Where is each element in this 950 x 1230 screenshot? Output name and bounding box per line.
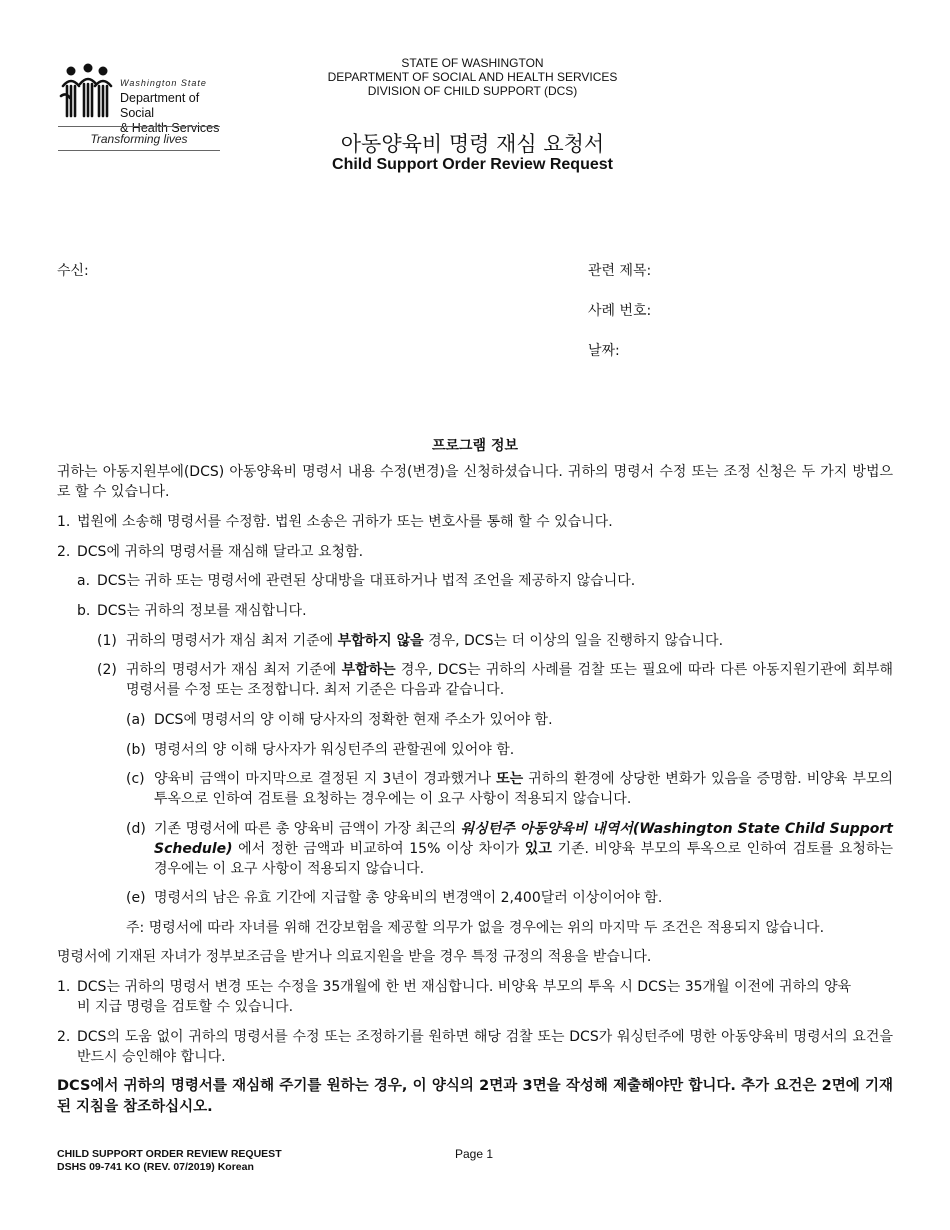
criterion-met: 귀하의 명령서가 재심 최저 기준에 부합하는 경우, DCS는 귀하의 사례를 검찰 또는 필요에 따라 다른 아동지원기관에 회부해 명령서를 수정 또는 조정합니다. 최저 기준은 다음과 같습니다. — [126, 662, 893, 698]
date-label: 날짜: — [588, 343, 620, 359]
criterion-d: 기존 명령서에 따른 총 양육비 금액이 가장 최근의 워싱턴주 아동양육비 내역서(Washington State Child Support Schedule) 에서 정한 금액과 비교하여 15% 이상 차이가 있고 기존. 비양육 부모의 투옥으로 인하여 검토를 요청하는 경우에는 이 요구 사항이 적용되지 않습니다. — [154, 821, 893, 877]
to-label: 수신: — [57, 263, 89, 279]
logo-department-text: Department of Social & Health Services — [120, 91, 220, 135]
criterion-e: 명령서의 남은 유효 기간에 지급할 총 양육비의 변경액이 2,400달러 이상이어야 함. — [154, 890, 663, 906]
criterion-a: DCS에 명령서의 양 이해 당사자의 정확한 현재 주소가 있어야 함. — [154, 712, 553, 728]
health-insurance-note: 주: 명령서에 따라 자녀를 위해 건강보험을 제공할 의무가 없을 경우에는 위의 마지막 두 조건은 적용되지 않습니다. — [126, 920, 825, 936]
list-item-court: 법원에 소송해 명령서를 수정함. 법원 소송은 귀하가 또는 변호사를 통해 할 수 있습니다. — [77, 514, 613, 530]
subject-label: 관련 제목: — [588, 263, 652, 279]
list-marker: (b) — [126, 742, 146, 758]
list-marker: (1) — [97, 633, 117, 649]
program-info-heading: 프로그램 정보 — [431, 438, 519, 454]
list-marker: (e) — [126, 890, 146, 906]
form-title-english: Child Support Order Review Request — [332, 156, 613, 173]
list-marker: (c) — [126, 771, 145, 787]
logo-top-rule — [58, 126, 220, 127]
list-item-dcs-review: DCS에 귀하의 명령서를 재심해 달라고 요청함. — [77, 544, 364, 560]
list-marker: 2. — [57, 1029, 71, 1045]
sub-item-a: DCS는 귀하 또는 명령서에 관련된 상대방을 대표하거나 법적 조언을 제공하지 않습니다. — [97, 573, 636, 589]
logo-bottom-rule — [58, 150, 220, 151]
logo-state-text: Washington State — [120, 78, 207, 88]
special-rule-35-months: DCS는 귀하의 명령서 변경 또는 수정을 35개월에 한 번 재심합니다. 비양육 부모의 투옥 시 DCS는 35개월 이전에 귀하의 양육비 지급 명령을 검토할 수 있습니다. — [77, 979, 852, 1015]
criterion-not-met: 귀하의 명령서가 재심 최저 기준에 부합하지 않을 경우, DCS는 더 이상의 일을 진행하지 않습니다. — [126, 633, 724, 649]
case-number-label: 사례 번호: — [588, 303, 652, 319]
special-rule-approval: DCS의 도움 없이 귀하의 명령서를 수정 또는 조정하기를 원하면 해당 검찰 또는 DCS가 워싱턴주에 명한 아동양육비 명령서의 요건을 반드시 승인해야 합니다. — [77, 1029, 893, 1065]
list-marker: (2) — [97, 662, 117, 678]
special-rules-intro: 명령서에 기재된 자녀가 정부보조금을 받거나 의료지원을 받을 경우 특정 규정의 적용을 받습니다. — [57, 949, 652, 965]
list-marker: 1. — [57, 514, 71, 530]
dshs-logo — [58, 62, 220, 154]
list-marker: b. — [77, 603, 91, 619]
sub-item-b: DCS는 귀하의 정보를 재심합니다. — [97, 603, 307, 619]
criterion-c: 양육비 금액이 마지막으로 결정된 지 3년이 경과했거나 또는 귀하의 환경에 상당한 변화가 있음을 증명함. 비양육 부모의 투옥으로 인하여 검토를 요청하는 경우에는 이 요구 사항이 적용되지 않습니다. — [154, 771, 893, 807]
list-marker: 2. — [57, 544, 71, 560]
form-title-korean: 아동양육비 명령 재심 요청서 — [340, 132, 605, 156]
program-intro: 귀하는 아동지원부에(DCS) 아동양육비 명령서 내용 수정(변경)을 신청하셨습니다. 귀하의 명령서 수정 또는 조정 신청은 두 가지 방법으로 할 수 있습니다. — [57, 464, 893, 500]
family-figures-icon — [58, 62, 116, 120]
agency-header: STATE OF WASHINGTON DEPARTMENT OF SOCIAL AND HEALTH SERVICES DIVISION OF CHILD SUPPORT (DCS) — [327, 56, 618, 98]
list-marker: (a) — [126, 712, 146, 728]
logo-tagline: Transforming lives — [90, 132, 188, 146]
criterion-b: 명령서의 양 이해 당사자가 워싱턴주의 관할권에 있어야 함. — [154, 742, 515, 758]
list-marker: a. — [77, 573, 91, 589]
list-marker: 1. — [57, 979, 71, 995]
list-marker: (d) — [126, 821, 146, 837]
submission-instruction: DCS에서 귀하의 명령서를 재심해 주기를 원하는 경우, 이 양식의 2면과 3면을 작성해 제출해야만 합니다. 추가 요건은 2면에 기재된 지침을 참조하십시오. — [57, 1078, 893, 1115]
page-number: Page 1 — [455, 1147, 494, 1161]
footer-form-info: CHILD SUPPORT ORDER REVIEW REQUEST DSHS 09-741 KO (REV. 07/2019) Korean — [57, 1148, 282, 1173]
